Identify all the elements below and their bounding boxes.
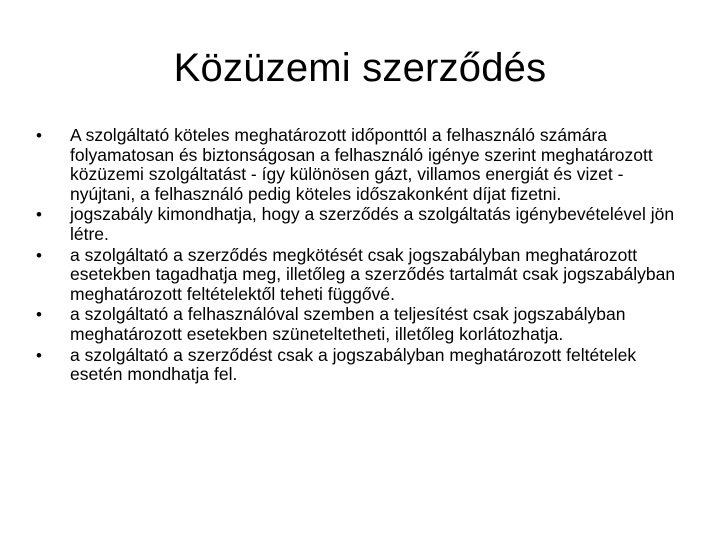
list-item <box>36 305 676 344</box>
bullet-icon: • <box>36 205 42 225</box>
bullet-text: a szolgáltató a szerződés megkötését csak jogszabályban meghatározott esetekben tagadhatja meg, illetőleg a szerződés tartalmát csak jogszabályban meghatározott feltételektől teheti függővé. <box>70 244 676 304</box>
list-item <box>36 246 676 305</box>
slide-title: Közüzemi szerződés <box>173 46 547 90</box>
bullet-text: a szolgáltató a szerződést csak a jogszabályban meghatározott feltételek esetén mondhatja fel. <box>70 344 637 385</box>
bullet-text: A szolgáltató köteles meghatározott időponttól a felhasználó számára folyamatosan és biztonságosan a felhasználó igénye szerint meghatározott közüzemi szolgáltatást - így különösen gázt, villamos energiát és vizet - nyújtani, a felhasználó pedig köteles időszakonként díjat fizetni. <box>70 125 653 204</box>
bullet-text: jogszabály kimondhatja, hogy a szerződés a szolgáltatás igénybevételével jön létre. <box>70 204 675 244</box>
list-item <box>36 346 676 385</box>
list-item <box>36 126 676 204</box>
bullet-list <box>36 126 676 386</box>
bullet-icon: • <box>36 245 42 265</box>
bullet-icon: • <box>36 305 42 325</box>
bullet-icon: • <box>36 345 42 365</box>
bullet-icon: • <box>36 126 42 145</box>
list-item <box>36 205 676 244</box>
bullet-text: a szolgáltató a felhasználóval szemben a teljesítést csak jogszabályban meghatározott esetekben szüneteltetheti, illetőleg korlátozhatja. <box>70 304 626 344</box>
